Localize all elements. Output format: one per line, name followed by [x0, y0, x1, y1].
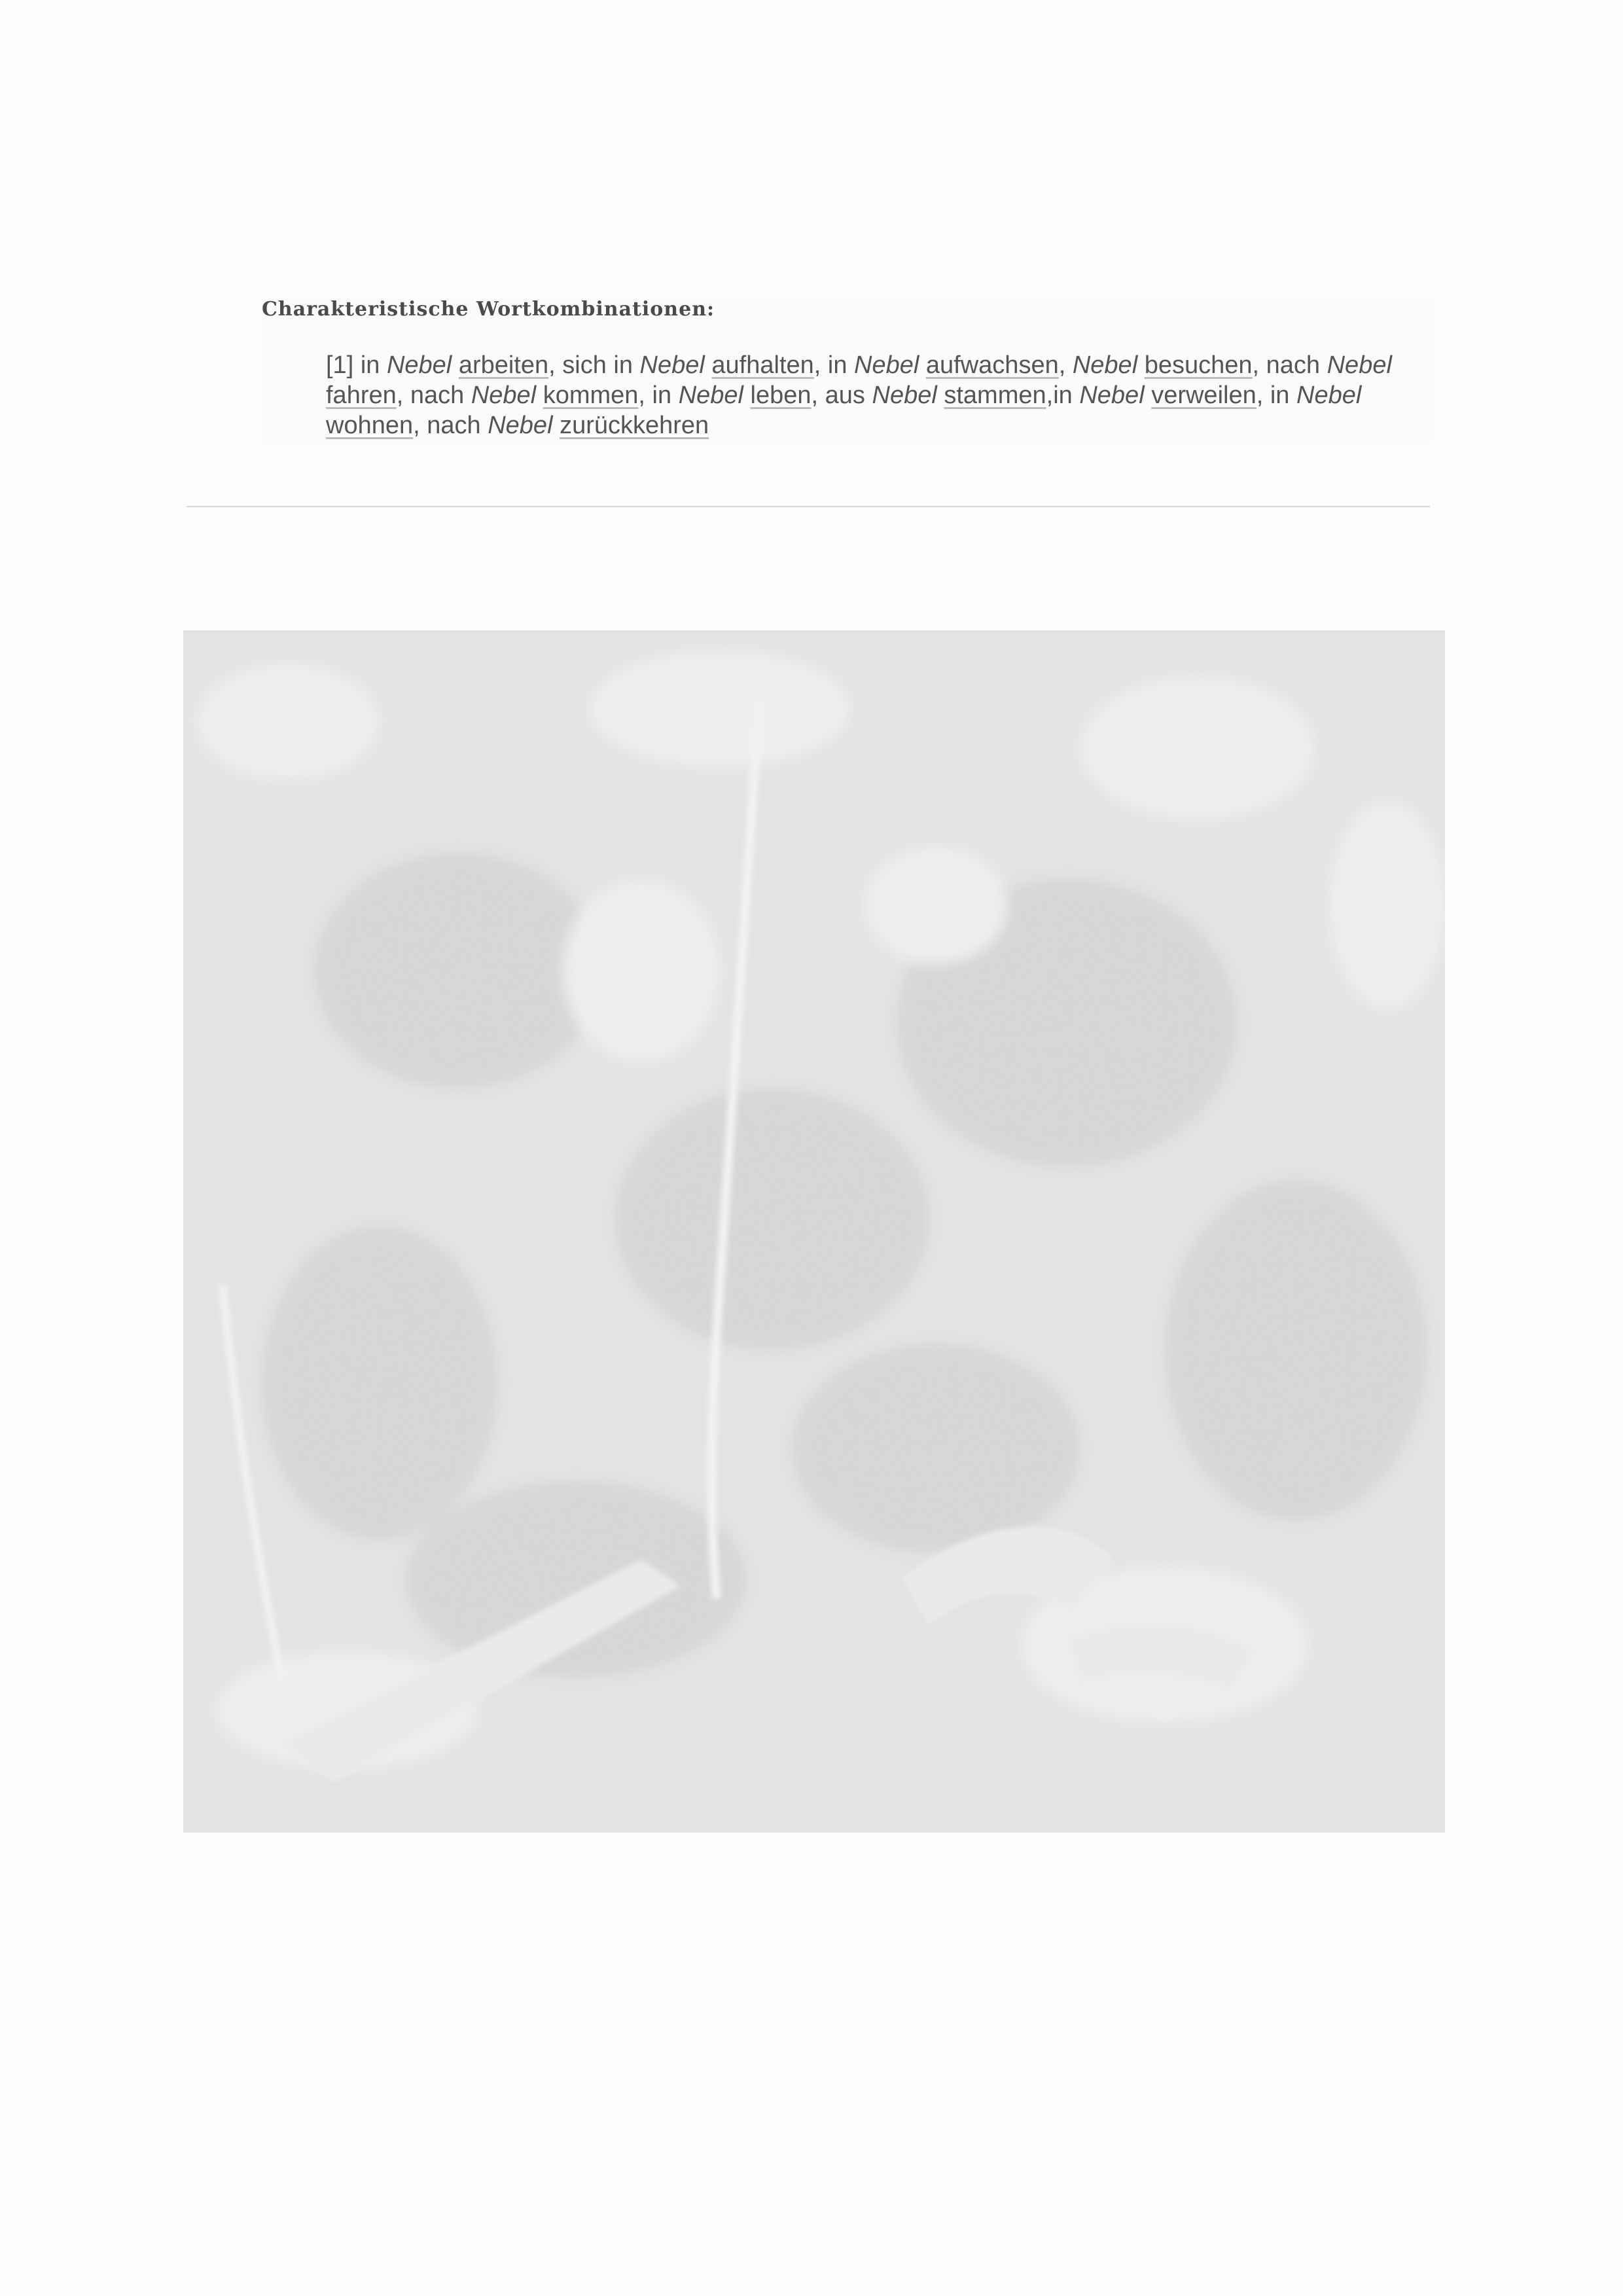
- jungle-photo-graphic: [183, 630, 1445, 1833]
- combo-verb-link[interactable]: wohnen: [326, 412, 414, 439]
- combo-term: Nebel: [854, 351, 919, 379]
- combo-prep: aus: [825, 382, 865, 409]
- combo-prep: in: [652, 382, 672, 409]
- combo-prep: nach: [427, 412, 481, 439]
- combo-prep: in: [360, 351, 380, 379]
- combo-verb-link[interactable]: kommen: [543, 382, 639, 409]
- combo-verb-link[interactable]: aufwachsen: [925, 351, 1059, 379]
- combo-prep: in: [1053, 382, 1073, 409]
- combo-prep: nach: [1266, 351, 1321, 379]
- combo-term: Nebel: [488, 412, 553, 439]
- combo-verb-link[interactable]: leben: [750, 382, 812, 409]
- jungle-photo: [183, 630, 1445, 1833]
- combo-verb-link[interactable]: fahren: [326, 382, 397, 409]
- combo-verb-link[interactable]: arbeiten: [458, 351, 549, 379]
- combo-term: Nebel: [1327, 351, 1392, 379]
- combo-verb-link[interactable]: stammen: [944, 382, 1046, 409]
- combo-prep: in: [1270, 382, 1290, 409]
- combo-term: Nebel: [1079, 382, 1145, 409]
- combo-verb-link[interactable]: aufhalten: [711, 351, 814, 379]
- combo-prep: in: [827, 351, 847, 379]
- combo-term: Nebel: [1296, 382, 1362, 409]
- combo-verb-link[interactable]: besuchen: [1144, 351, 1253, 379]
- horizontal-divider: [187, 506, 1430, 507]
- combo-verb-link[interactable]: verweilen: [1151, 382, 1257, 409]
- sense-reference: [1]: [326, 351, 354, 379]
- word-combinations-text: [1] in Nebel arbeiten, sich in Nebel aufhalten, in Nebel aufwachsen, Nebel besuchen, nach Nebel fahren, nach Nebel kommen, in Nebel leben, aus Nebel stammen,in Nebel verweilen, in Nebel wohnen, nach Nebel zurückkehren: [326, 351, 1392, 439]
- combo-term: Nebel: [678, 382, 743, 409]
- combo-verb-link[interactable]: zurückkehren: [560, 412, 709, 439]
- section-heading: Charakteristische Wortkombinationen:: [262, 298, 715, 321]
- word-combinations-section: [262, 298, 1433, 442]
- combo-prep: sich in: [562, 351, 633, 379]
- combo-term: Nebel: [1072, 351, 1138, 379]
- combo-term: Nebel: [471, 382, 537, 409]
- combo-term: Nebel: [639, 351, 705, 379]
- combo-term: Nebel: [386, 351, 452, 379]
- combo-term: Nebel: [872, 382, 937, 409]
- combo-prep: nach: [410, 382, 465, 409]
